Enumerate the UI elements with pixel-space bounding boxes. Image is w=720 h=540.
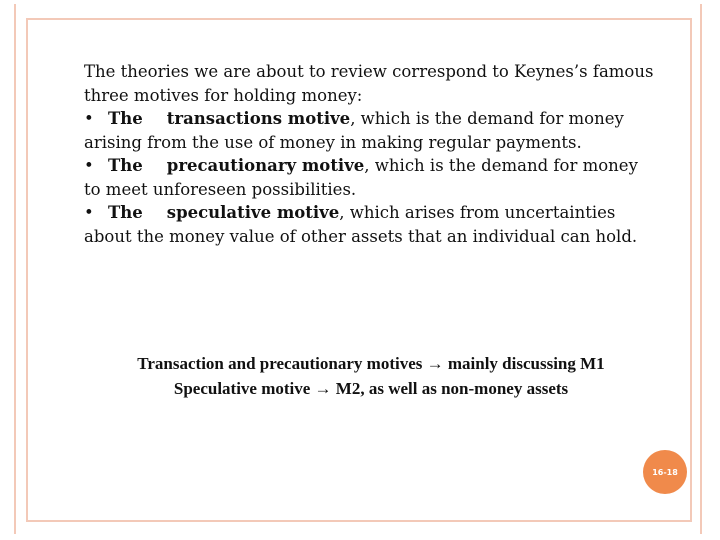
bullet-lead: The — [108, 203, 143, 222]
bullet-marker: • — [84, 109, 94, 128]
summary-line-m2: Speculative motive → M2, as well as non-money assets — [173, 379, 569, 398]
summary-line-m1: Transaction and precautionary motives → mainly discussing M1 — [137, 354, 605, 373]
bullet-transactions-motive — [84, 107, 654, 154]
bullet-rest: , which arises from uncertainties about the money value of other assets that an individual can hold. — [84, 203, 638, 246]
page-number-badge — [643, 450, 687, 494]
bullet-lead: The — [108, 109, 143, 128]
bullet-term: precautionary motive — [166, 156, 365, 175]
bullet-marker: • — [84, 156, 94, 175]
bullet-speculative-motive — [84, 201, 654, 248]
intro-paragraph: The theories we are about to review correspond to Keynes’s famous three motives for holding money: — [84, 62, 654, 105]
bullet-marker: • — [84, 203, 94, 222]
bullet-rest: , which is the demand for money arising from the use of money in making regular payments. — [84, 109, 624, 152]
bullet-rest: , which is the demand for money to meet unforeseen possibilities. — [84, 156, 638, 199]
bullet-term: speculative motive — [166, 203, 340, 222]
page-number: 16-18 — [652, 467, 678, 477]
bullet-lead: The — [108, 156, 143, 175]
bullet-precautionary-motive — [84, 154, 654, 201]
slide-body-text — [84, 60, 654, 248]
bullet-term: transactions motive — [166, 109, 351, 128]
